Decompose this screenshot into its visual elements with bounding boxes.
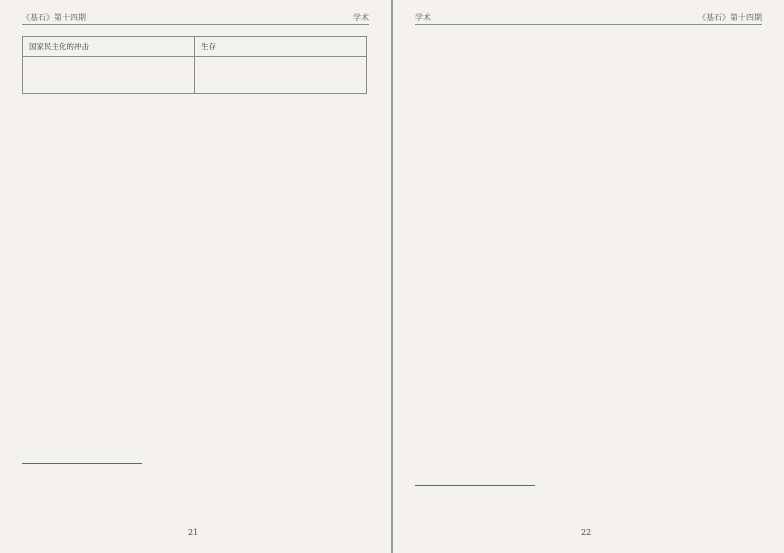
comparison-table: [22, 36, 367, 94]
body-paragraph: [22, 236, 369, 386]
table-header-row: [23, 37, 367, 57]
body-paragraph: [22, 122, 369, 232]
table-col1-header: 国家民主化的冲击: [23, 37, 195, 57]
right-page: [393, 0, 784, 553]
body-paragraph: [22, 392, 369, 454]
table-row: [23, 57, 367, 94]
table-cell: [23, 57, 195, 94]
body-paragraph: [415, 124, 762, 158]
left-header-section: 学术: [353, 13, 369, 22]
footnotes: [22, 468, 369, 522]
body-paragraph: [415, 164, 762, 469]
left-header-title: 《基石》第十四期: [22, 13, 86, 22]
left-page: [0, 0, 391, 553]
right-header-section: 学术: [415, 13, 431, 22]
left-page-number: 21: [188, 528, 199, 537]
footnote-rule: [22, 463, 142, 464]
body-paragraph: [415, 34, 762, 120]
right-header-title: 《基石》第十四期: [698, 13, 762, 22]
table-col2-header: 生存: [195, 37, 367, 57]
footnote-rule: [415, 485, 535, 486]
table-cell: [195, 57, 367, 94]
right-page-number: 22: [581, 528, 592, 537]
footnotes: [415, 490, 762, 524]
right-header-rule: [415, 24, 762, 25]
body-paragraph: [22, 100, 369, 118]
left-header-rule: [22, 24, 369, 25]
